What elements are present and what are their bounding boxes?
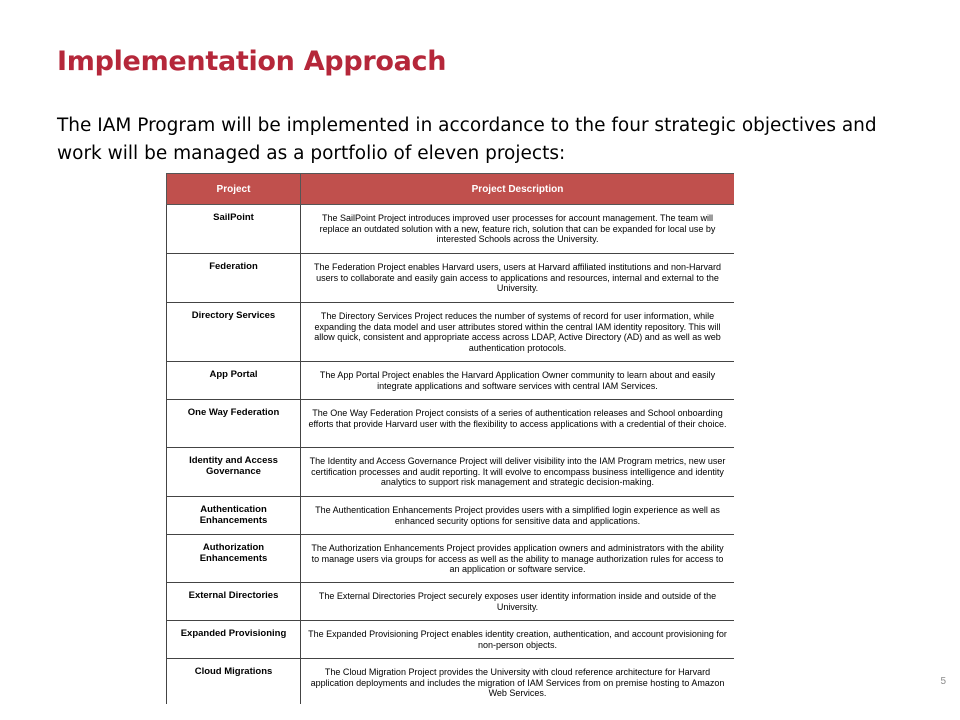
table-row	[167, 497, 735, 535]
table-row	[167, 448, 735, 497]
project-name: Expanded Provisioning	[167, 621, 301, 659]
project-description: The Identity and Access Governance Project will deliver visibility into the IAM Program metrics, new user certification processes and audit reporting. It will evolve to encompass business intelligence and identity analytics to support risk management and strategic decision-making.	[301, 448, 735, 497]
project-name: SailPoint	[167, 205, 301, 254]
project-description: The SailPoint Project introduces improved user processes for account management. The team will replace an outdated solution with a new, feature rich, solution that can be expanded for local use by interested Schools across the University.	[301, 205, 735, 254]
project-description: The Authentication Enhancements Project provides users with a simplified login experience as well as enhanced security options for sensitive data and applications.	[301, 497, 735, 535]
table-row	[167, 303, 735, 362]
projects-table-container	[166, 173, 734, 704]
table-row	[167, 254, 735, 303]
table-row	[167, 535, 735, 583]
project-description: The Authorization Enhancements Project provides application owners and administrators with the ability to manage users via groups for access as well as the ability to manage authorization rules for access to an application or software service.	[301, 535, 735, 583]
table-row	[167, 362, 735, 400]
project-description: The Federation Project enables Harvard users, users at Harvard affiliated institutions and non-Harvard users to collaborate and easily gain access to applications and resources, internal and external to the University.	[301, 254, 735, 303]
table-row	[167, 659, 735, 705]
project-description: The One Way Federation Project consists of a series of authentication releases and School onboarding efforts that provide Harvard user with the flexibility to access applications with a credential of their choice.	[301, 400, 735, 448]
page-number: 5	[940, 676, 946, 687]
project-description: The Expanded Provisioning Project enables identity creation, authentication, and account provisioning for non-person objects.	[301, 621, 735, 659]
projects-table	[166, 173, 734, 704]
project-name: Authentication Enhancements	[167, 497, 301, 535]
header-project-description: Project Description	[301, 174, 735, 205]
project-name: App Portal	[167, 362, 301, 400]
table-row	[167, 583, 735, 621]
project-description: The Directory Services Project reduces the number of systems of record for user information, while expanding the data model and user attributes stored within the central IAM identity repository. This will allow quick, consistent and appropriate access across LDAP, Active Directory (AD) and as well as web authentication protocols.	[301, 303, 735, 362]
project-description: The External Directories Project securely exposes user identity information inside and outside of the University.	[301, 583, 735, 621]
project-name: Directory Services	[167, 303, 301, 362]
table-row	[167, 205, 735, 254]
table-row	[167, 621, 735, 659]
project-name: Identity and Access Governance	[167, 448, 301, 497]
slide-title: Implementation Approach	[57, 46, 447, 77]
project-name: Cloud Migrations	[167, 659, 301, 705]
project-name: One Way Federation	[167, 400, 301, 448]
project-name: Federation	[167, 254, 301, 303]
project-description: The Cloud Migration Project provides the University with cloud reference architecture for Harvard application deployments and includes the migration of IAM Services from on premise hosting to Amazon Web Services.	[301, 659, 735, 705]
project-description: The App Portal Project enables the Harvard Application Owner community to learn about and easily integrate applications and software services with central IAM Services.	[301, 362, 735, 400]
project-name: Authorization Enhancements	[167, 535, 301, 583]
header-project: Project	[167, 174, 301, 205]
project-name: External Directories	[167, 583, 301, 621]
intro-text: The IAM Program will be implemented in accordance to the four strategic objectives and work will be managed as a portfolio of eleven projects:	[57, 115, 877, 164]
table-row	[167, 400, 735, 448]
table-header-row	[167, 174, 735, 205]
